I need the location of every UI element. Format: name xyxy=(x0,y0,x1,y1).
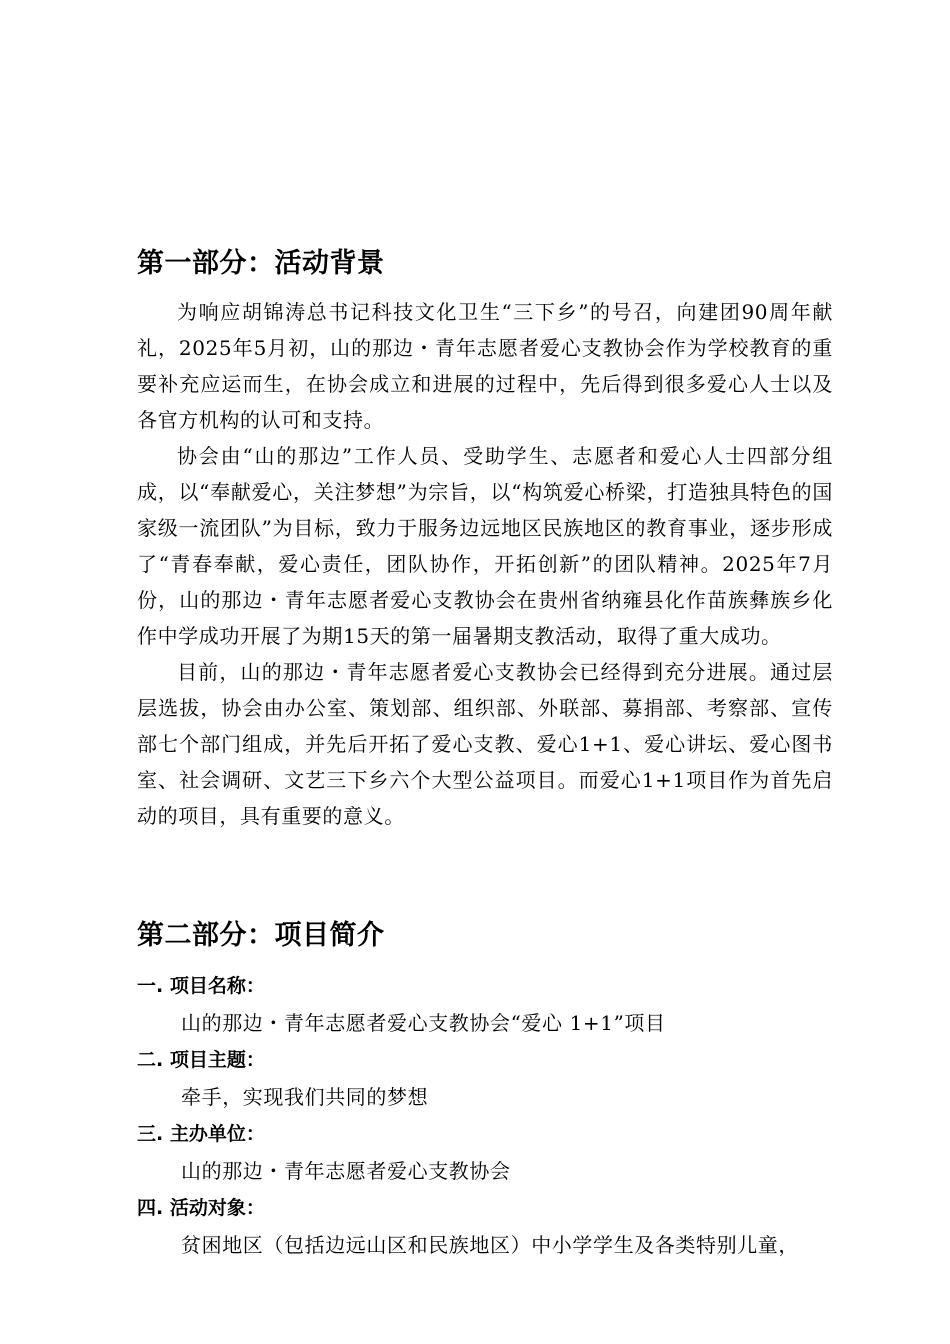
item-heading: 二. 项目主题： xyxy=(137,1049,265,1071)
section-title-background: 第一部分：活动背景 xyxy=(137,248,385,279)
project-item-organizer xyxy=(137,1116,833,1190)
item-value: 贫困地区（包括边远山区和民族地区）中小学学生及各类特别儿童， xyxy=(181,1233,799,1257)
item-value: 牵手，实现我们共同的梦想 xyxy=(181,1085,429,1109)
document-page xyxy=(137,244,833,1264)
project-item-target xyxy=(137,1190,833,1264)
section-title-project-intro: 第二部分：项目简介 xyxy=(137,920,385,951)
background-paragraph-2: 协会由“山的那边”工作人员、受助学生、志愿者和爱心人士四部分组成，以“奉献爱心，关注梦想”为宗旨，以“构筑爱心桥梁，打造独具特色的国家级一流团队”为目标，致力于服务边远地区民族地区的教育事业，逐步形成了“青春奉献，爱心责任，团队协作，开拓创新”的团队精神。2025年7月份，山的那边・青年志愿者爱心支教协会在贵州省纳雍县化作苗族彝族乡化作中学成功开展了为期15天的第一届暑期支教活动，取得了重大成功。 xyxy=(137,444,833,648)
background-paragraph-3: 目前，山的那边・青年志愿者爱心支教协会已经得到充分进展。通过层层选拔，协会由办公室、策划部、组织部、外联部、募捐部、考察部、宣传部七个部门组成，并先后开拓了爱心支教、爱心1+1、爱心讲坛、爱心图书室、社会调研、文艺三下乡六个大型公益项目。而爱心1+1项目作为首先启动的项目，具有重要的意义。 xyxy=(137,660,833,828)
project-item-theme xyxy=(137,1042,833,1116)
item-heading: 四. 活动对象： xyxy=(137,1197,265,1219)
background-paragraph-1: 为响应胡锦涛总书记科技文化卫生“三下乡”的号召，向建团90周年献礼，2025年5月初，山的那边・青年志愿者爱心支教协会作为学校教育的重要补充应运而生，在协会成立和进展的过程中，先后得到很多爱心人士以及各官方机构的认可和支持。 xyxy=(137,300,833,432)
item-heading: 一. 项目名称： xyxy=(137,975,265,997)
item-value: 山的那边・青年志愿者爱心支教协会“爱心 1+1”项目 xyxy=(181,1011,666,1035)
project-item-name xyxy=(137,968,833,1042)
item-value: 山的那边・青年志愿者爱心支教协会 xyxy=(181,1159,511,1183)
item-heading: 三. 主办单位： xyxy=(137,1123,265,1145)
